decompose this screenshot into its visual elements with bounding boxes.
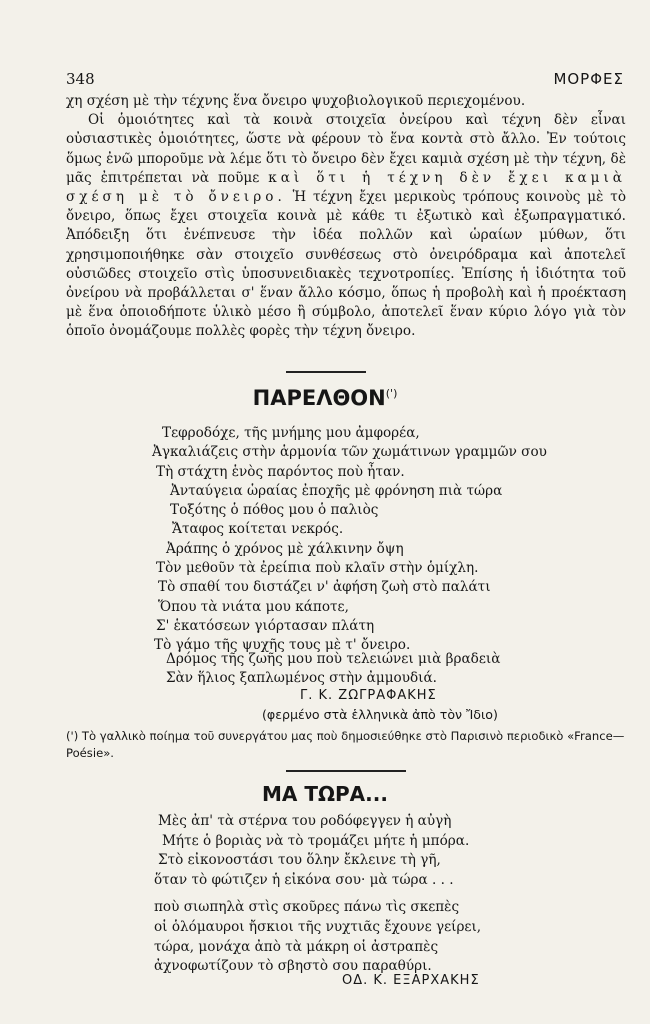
poem-line: Στὸ εἰκονοστάσι του ὅλην ἔκλεινε τὴ γῆ,: [158, 852, 441, 869]
poem-line: Τὸ γάμο τῆς ψυχῆς τους μὲ τ' ὄνειρο.: [154, 637, 411, 654]
poem-line: Τὸν μεθοῦν τὰ ἐρείπια ποὺ κλαῖν στὴν ὁμίχλη.: [156, 560, 479, 577]
poem-line: οἱ ὁλόμαυροι ἤσκιοι τῆς νυχτιᾶς ἔχουνε γείρει,: [154, 918, 482, 935]
journal-name: ΜΟΡΦΕΣ: [553, 70, 624, 88]
poem-line: Ἄταφος κοίτεται νεκρός.: [172, 521, 344, 538]
poem-line: Μήτε ὁ βοριὰς νὰ τὸ τρομάζει μήτε ἡ μπόρα.: [162, 832, 470, 849]
poem-line: Τὴ στάχτη ἑνὸς παρόντος ποὺ ἦταν.: [156, 463, 405, 480]
poem-line: Ἀνταύγεια ὡραίας ἐποχῆς μὲ φρόνηση πιὰ τώρα: [170, 482, 503, 499]
poem-line: Σὰν ἥλιος ξαπλωμένος στὴν ἀμμουδιά.: [166, 670, 437, 687]
essay-emphasis: καὶ ὅτι ἡ τέχνη δὲν ἔχει καμιὰ σχέση μὲ τὸ ὄνειρο.: [66, 169, 626, 206]
poem-line: ἀχνοφωτίζουν τὸ σβηστὸ σου παραθύρι.: [154, 958, 432, 975]
section-divider: [286, 770, 406, 772]
section-divider: [286, 371, 366, 373]
poem-line: Δρόμος τῆς ζωῆς μου ποὺ τελειώνει μιὰ βραδειὰ: [166, 651, 501, 667]
poem-line: Τεφροδόχε, τῆς μνήμης μου ἀμφορέα,: [162, 425, 420, 441]
poem1-author: Γ. Κ. ΖΩΓΡΑΦΑΚΗΣ: [300, 688, 437, 703]
poem-line: Ὅπου τὰ νιάτα μου κάποτε,: [158, 598, 349, 615]
poem-line: Ἀράπης ὁ χρόνος μὲ χάλκινην ὄψη: [166, 540, 404, 557]
page-number: 348: [66, 70, 95, 88]
poem2-stanza: [152, 812, 481, 977]
footnote: (') Τὸ γαλλικὸ ποίημα τοῦ συνεργάτου μας ποὺ δημοσιεύθηκε στὸ Παρισινὸ περιοδικὸ «France—Poésie».: [66, 729, 625, 760]
essay-text: [66, 92, 626, 342]
poem2-title: ΜΑ ΤΩΡΑ...: [262, 782, 388, 806]
essay-paragraph-1: χη σχέση μὲ τὴν τέχνης ἕνα ὄνειρο ψυχοβιολογικοῦ περιεχομένου.: [66, 93, 526, 109]
poem-line: τώρα, μονάχα ἀπὸ τὰ μάκρη οἱ ἀστραπὲς: [154, 938, 439, 955]
essay-text-part: Ἡ τέχνη ἔχει μερικοὺς τρόπους κοινοὺς μὲ τὸ ὄνειρο, ὅπως ἔχει στοιχεῖα κοινὰ μὲ κάθε τι ἐξωτικὸ καὶ ἐξωπραγματικό. Ἀπόδειξη ὅτι ἐνέπνευσε τὴν ἰδέα πολλῶν καὶ ὡραίων μύθων, ὅτι χρησιμοποιήθηκε σὰν στοιχεῖο συνθέσεως στὸ ὀνειρόδραμα καὶ ἀποτελεῖ οὐσιῶδες στοιχεῖο στὶς ὑποσυνειδιακὲς τεχνοτροπίες. Ἐπίσης ἡ ἰδιότητα τοῦ ὀνείρου νὰ προβάλλεται σ' ἕναν ἄλλο κόσμο, ὅπως ἡ προβολὴ καὶ ἡ προέκταση μὲ ἕνα ὁποιοδήποτε ὑλικὸ μέσο ἢ σύμβολο, ἀποτελεῖ ἕναν κύριο λόγο γιὰ τὸν ὁποῖο ὀνομάζουμε πολλὲς φορὲς τὴν τέχνη ὄνειρο.: [66, 189, 626, 340]
running-header: [66, 70, 624, 88]
poem1-title: ΠΑΡΕΛΘΟΝ: [252, 386, 386, 410]
poem1-stanza-1: [152, 424, 547, 656]
poem1-translation-note: (φερμένο στὰ ἑλληνικὰ ἀπὸ τὸν Ἴδιο): [262, 707, 498, 722]
poem-line: Τοξότης ὁ πόθος μου ὁ παλιὸς: [170, 502, 379, 519]
essay-text-part: Οἱ ὁμοιότητες καὶ τὰ κοινὰ στοιχεῖα ὀνείρου καὶ τέχνη δὲν εἶναι οὐσιαστικὲς ὁμοιότητες, ὥστε νὰ φέρουν τὸ ἕνα κοντὰ στὸ ἄλλο. Ἐν τούτοις ὅμως ἐνῶ μποροῦμε νὰ λέμε ὅτι τὸ ὄνειρο δὲν ἔχει καμιὰ σχέση μὲ τὴν τέχνη, δὲ μᾶς ἐπιτρέπεται νὰ ποῦμε: [66, 112, 626, 186]
poem-line: Ἀγκαλιάζεις στὴν ἁρμονία τῶν χωμάτινων γραμμῶν σου: [152, 444, 547, 461]
poem2-author: ΟΔ. Κ. ΕΞΑΡΧΑΚΗΣ: [342, 973, 480, 988]
essay-paragraph-2: [66, 111, 626, 341]
footnote-mark: ('): [385, 387, 398, 400]
poem-line: Τὸ σπαθί του διστάζει ν' ἀφήση ζωὴ στὸ παλάτι: [158, 579, 491, 596]
poem-line: Σ' ἑκατόσεων γιόρτασαν πλάτη: [156, 617, 375, 634]
poem-line: ποὺ σιωπηλὰ στὶς σκοῦρες πάνω τὶς σκεπὲς: [154, 899, 460, 916]
poem-line: ὅταν τὸ φώτιζεν ἡ εἰκόνα σου· μὰ τώρα . . .: [154, 871, 454, 888]
poem-line: Μὲς ἀπ' τὰ στέρνα του ροδόφεγγεν ἡ αὐγὴ: [158, 813, 452, 829]
poem1-title-block: [0, 380, 650, 412]
poem1-stanza-2: [166, 650, 500, 689]
